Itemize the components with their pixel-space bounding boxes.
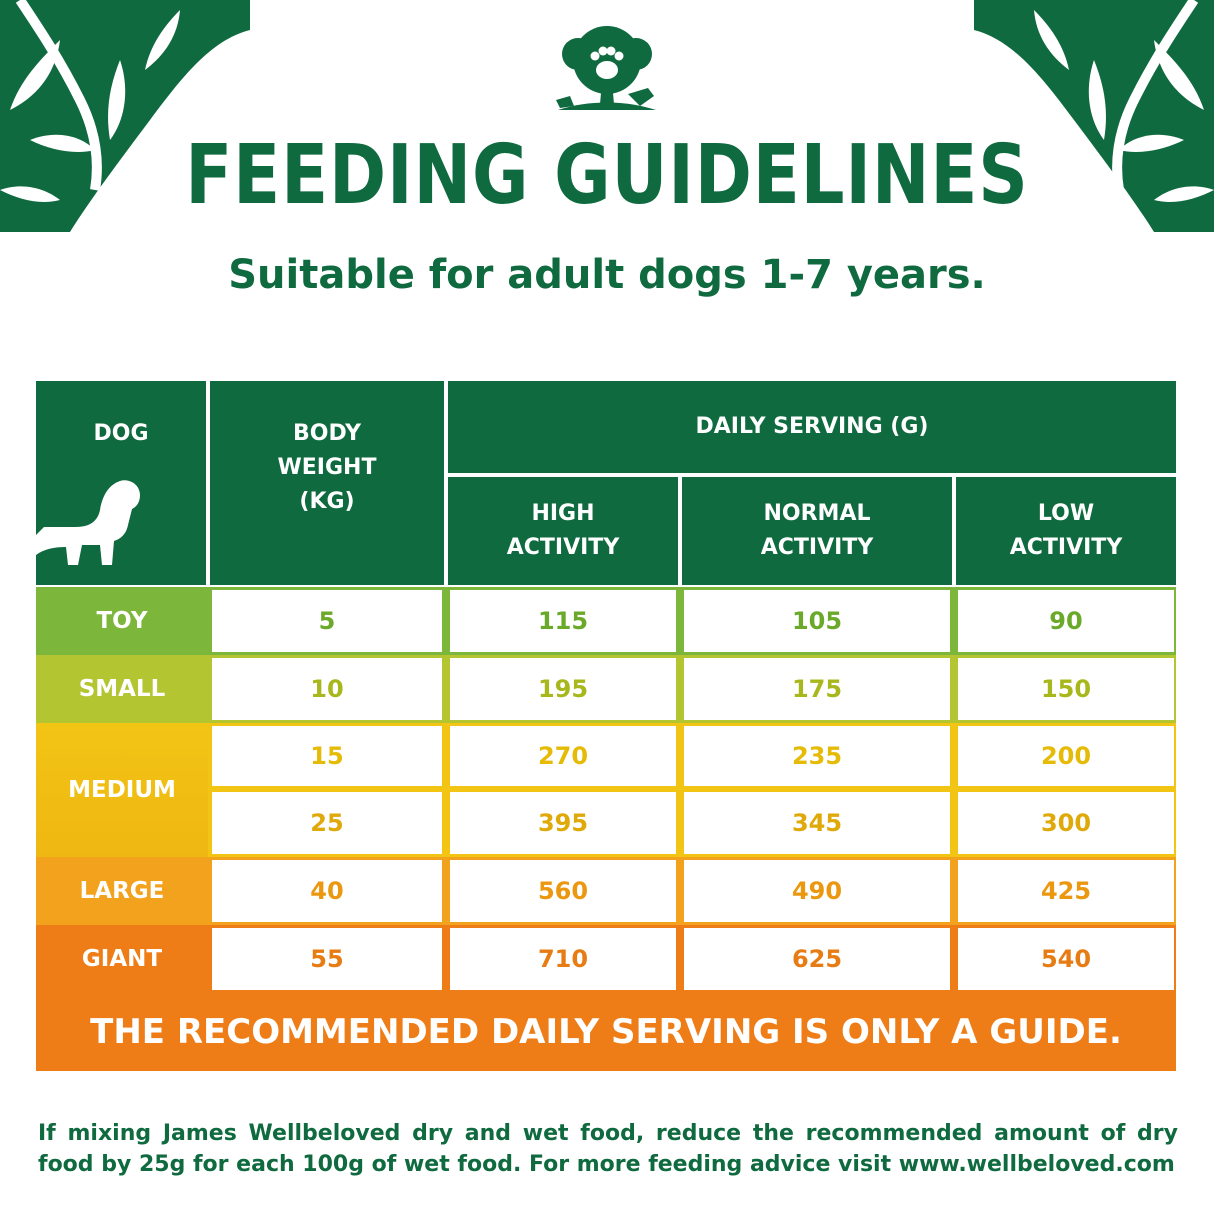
table-cell-weight: 25 <box>212 792 442 854</box>
header-normal-line2: ACTIVITY <box>760 535 874 560</box>
header-body-weight <box>210 381 444 585</box>
header-daily-serving <box>448 381 1176 473</box>
table-cell-low: 150 <box>958 658 1174 720</box>
category-small: SMALL <box>36 655 208 723</box>
category-giant: GIANT <box>36 925 208 993</box>
table-cell-low: 200 <box>958 726 1174 786</box>
table-cell-low: 540 <box>958 928 1174 990</box>
table-cell-high: 270 <box>450 726 676 786</box>
table-cell-normal: 235 <box>684 726 950 786</box>
category-medium: MEDIUM <box>36 723 208 857</box>
dog-icon <box>36 465 146 565</box>
category-large: LARGE <box>36 857 208 925</box>
page-title: FEEDING GUIDELINES <box>185 128 1029 223</box>
header-low-line1: LOW <box>1037 501 1095 526</box>
header-normal-activity <box>682 477 952 585</box>
table-cell-high: 195 <box>450 658 676 720</box>
table-cell-normal: 490 <box>684 860 950 922</box>
brand-tree-logo <box>548 22 666 122</box>
table-cell-normal: 105 <box>684 590 950 652</box>
header-normal-line1: NORMAL <box>763 501 871 526</box>
table-cell-normal: 175 <box>684 658 950 720</box>
feeding-table <box>36 381 1176 1071</box>
table-cell-low: 425 <box>958 860 1174 922</box>
category-toy: TOY <box>36 587 208 655</box>
guide-banner: THE RECOMMENDED DAILY SERVING IS ONLY A GUIDE. <box>36 993 1176 1071</box>
header-dog <box>36 381 206 585</box>
table-cell-normal: 345 <box>684 792 950 854</box>
header-high-line2: ACTIVITY <box>506 535 620 560</box>
page-subtitle: Suitable for adult dogs 1-7 years. <box>228 252 986 298</box>
header-high-line1: HIGH <box>531 501 595 526</box>
table-cell-normal: 625 <box>684 928 950 990</box>
header-weight-line1: BODY <box>292 421 362 446</box>
table-cell-weight: 10 <box>212 658 442 720</box>
header-serving-label: DAILY SERVING (G) <box>695 414 929 439</box>
header-dog-label: DOG <box>93 421 149 446</box>
mixing-note: If mixing James Wellbeloved dry and wet food, reduce the recommended amount of dry food by 25g for each 100g of wet food. For more feeding advice visit www.wellbeloved.com <box>38 1121 1178 1177</box>
table-cell-low: 90 <box>958 590 1174 652</box>
table-cell-high: 395 <box>450 792 676 854</box>
table-cell-high: 710 <box>450 928 676 990</box>
table-cell-high: 560 <box>450 860 676 922</box>
table-cell-weight: 40 <box>212 860 442 922</box>
header-low-activity <box>956 477 1176 585</box>
table-cell-weight: 55 <box>212 928 442 990</box>
header-weight-line2: WEIGHT <box>277 455 377 480</box>
header-high-activity <box>448 477 678 585</box>
header-low-line2: ACTIVITY <box>1009 535 1123 560</box>
table-cell-high: 115 <box>450 590 676 652</box>
table-cell-weight: 15 <box>212 726 442 786</box>
header-weight-line3: (KG) <box>299 489 355 514</box>
table-cell-low: 300 <box>958 792 1174 854</box>
table-cell-weight: 5 <box>212 590 442 652</box>
